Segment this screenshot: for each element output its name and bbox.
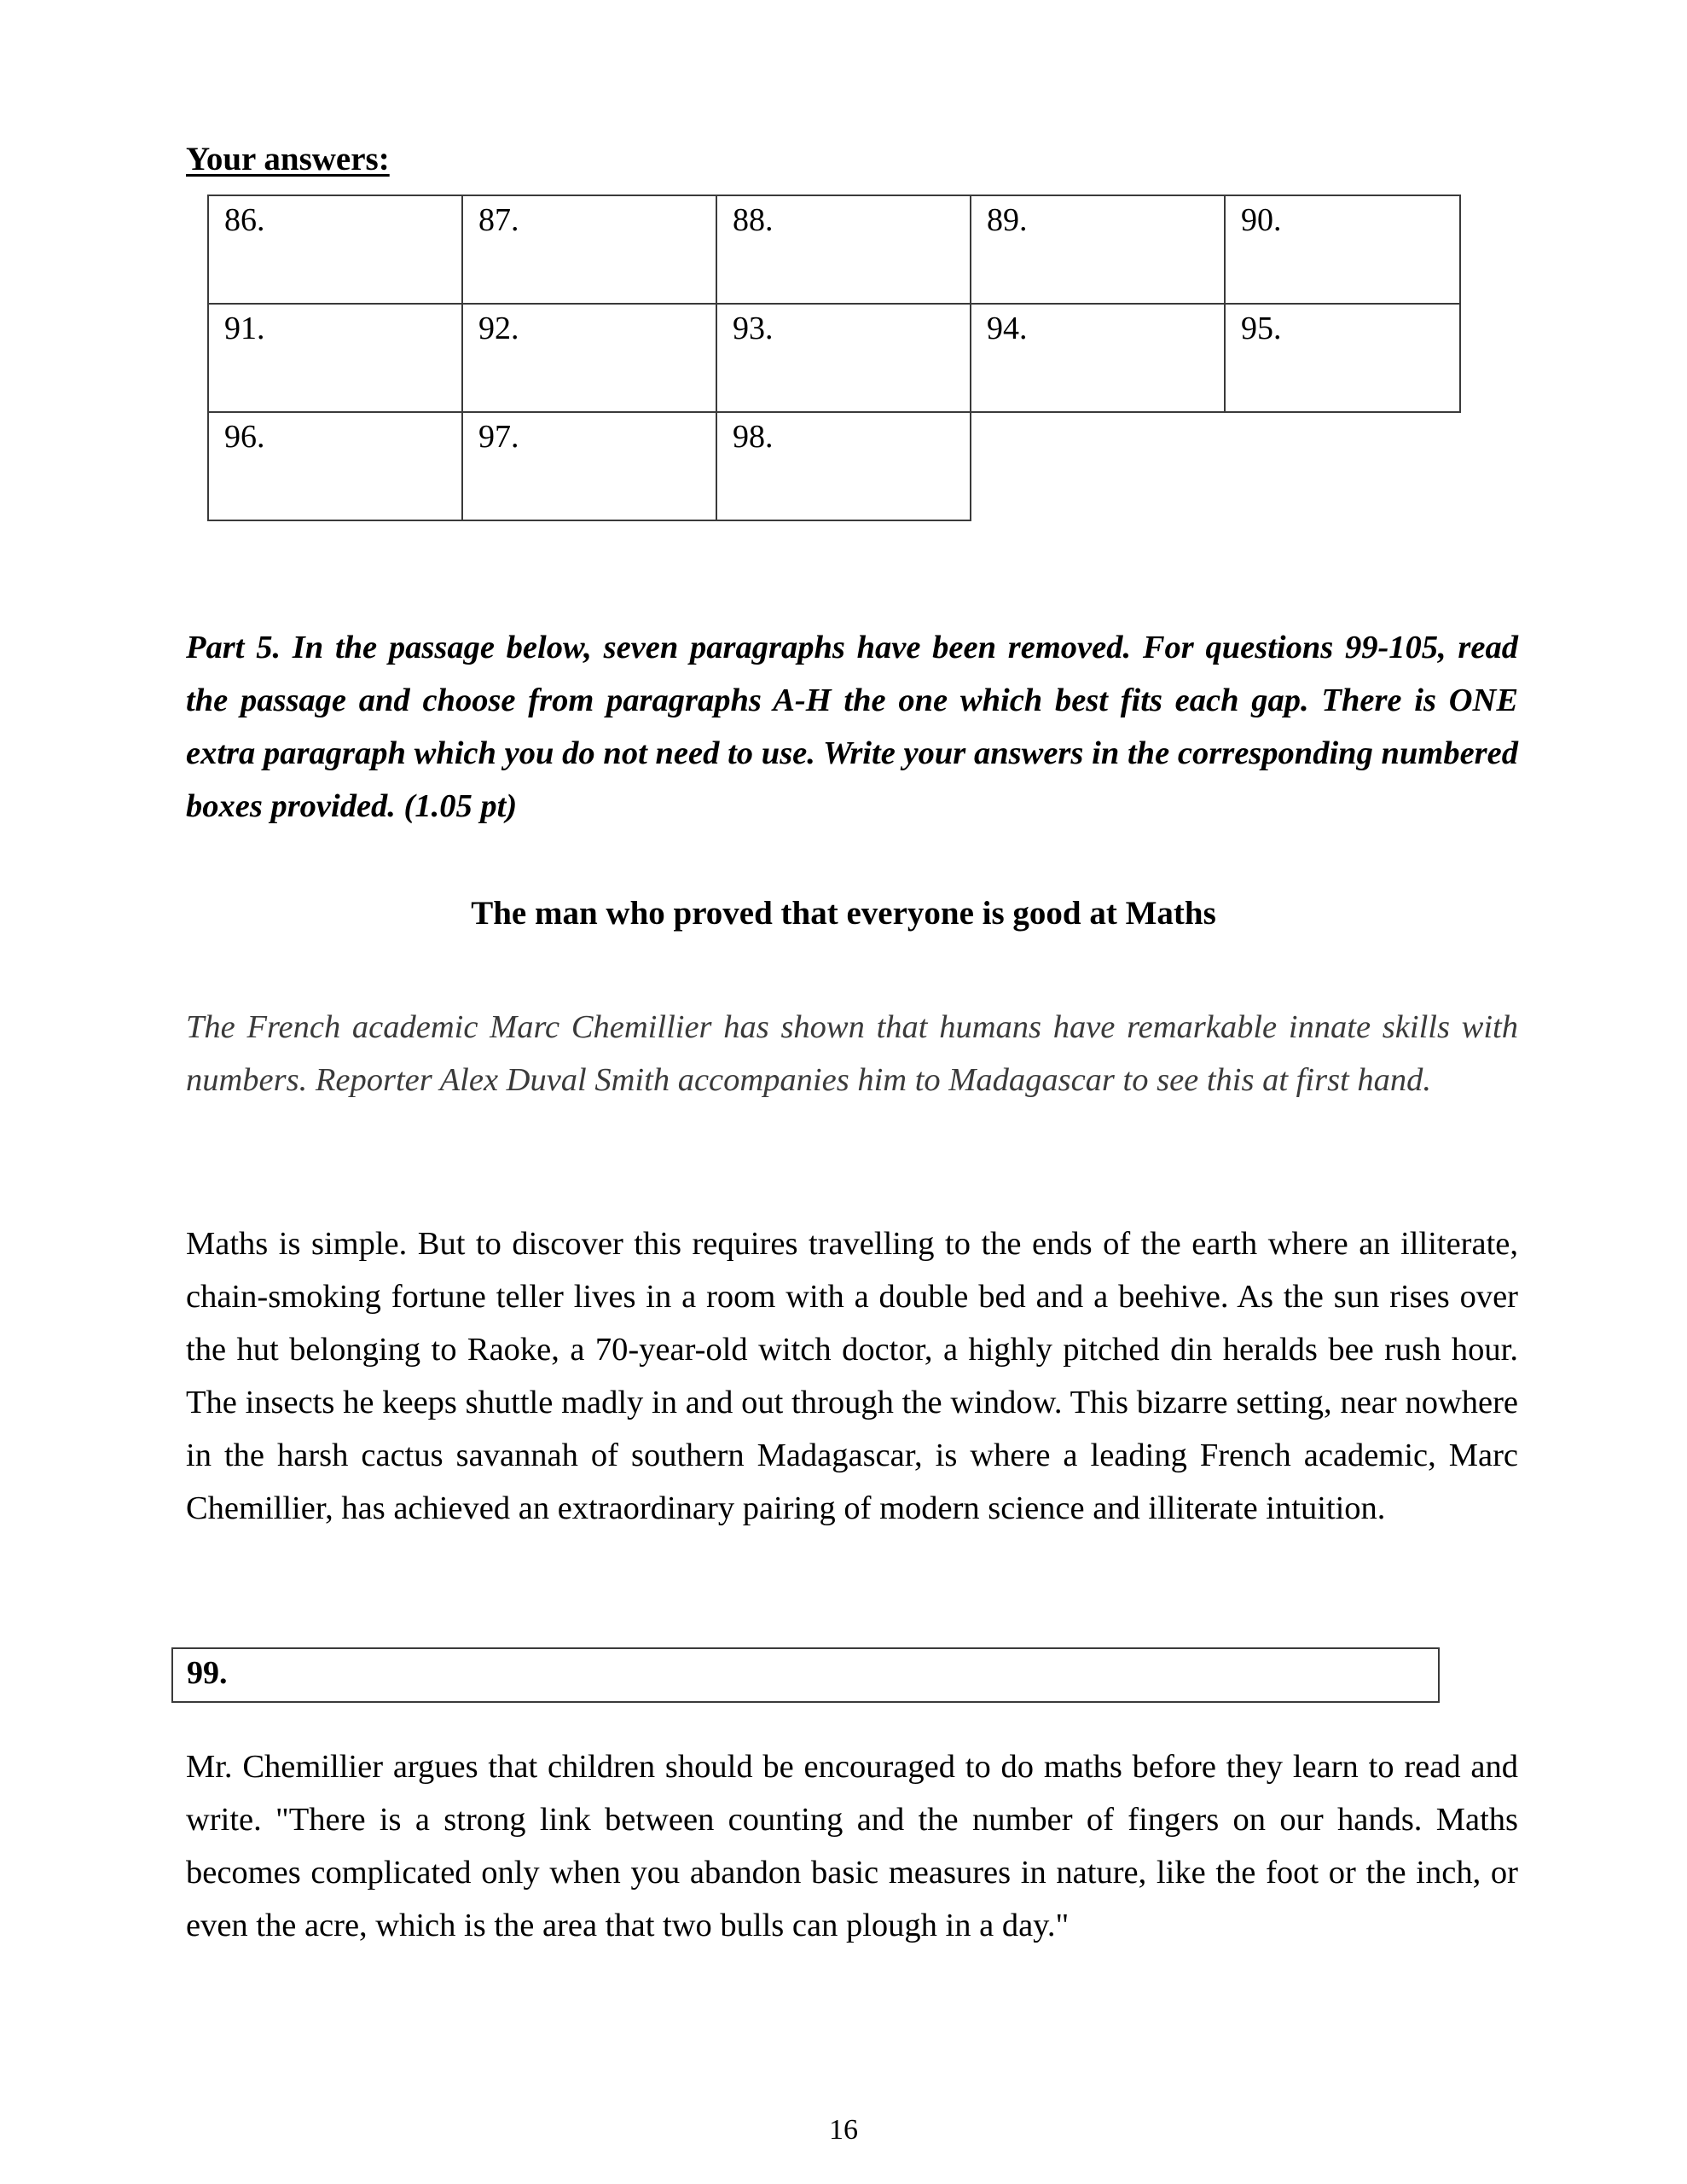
answer-number: 88. xyxy=(733,202,774,238)
answer-number: 91. xyxy=(224,311,265,346)
answer-number: 94. xyxy=(987,311,1028,346)
answer-number: 90. xyxy=(1241,202,1282,238)
answer-number: 92. xyxy=(478,311,519,346)
answer-box-89[interactable] xyxy=(970,195,1226,305)
article-paragraph-2: Mr. Chemillier argues that children should be encouraged to do maths before they learn to read and write. "There is a strong link between counting and the number of fingers on our hands. Maths becomes complicated only when you abandon basic measures in nature, like the foot or the inch, or even the acre, which is the area that two bulls can plough in a day." xyxy=(186,1749,1518,1943)
answer-box-86[interactable] xyxy=(207,195,463,305)
answer-number: 87. xyxy=(478,202,519,238)
answer-box-90[interactable] xyxy=(1224,195,1461,305)
part-5-instructions: Part 5. In the passage below, seven paragraphs have been removed. For questions 99-105, read the passage and choose from paragraphs A-H the one which best fits each gap. There is ONE extra paragraph which you do not need to use. Write your answers in the corresponding numbered boxes provided. (1.05 pt) xyxy=(186,630,1518,824)
answer-number: 98. xyxy=(733,419,774,455)
page-number: 16 xyxy=(829,2114,858,2146)
article-title: The man who proved that everyone is good at Maths xyxy=(471,895,1216,932)
answer-box-96[interactable] xyxy=(207,411,463,521)
answer-number: 97. xyxy=(478,419,519,455)
article-paragraph-1: Maths is simple. But to discover this requires travelling to the ends of the earth where an illiterate, chain-smoking fortune teller lives in a room with a double bed and a beehive. As the sun rises over the hut belonging to Raoke, a 70-year-old witch doctor, a highly pitched din heralds bee rush hour. The insects he keeps shuttle madly in and out through the window. This bizarre setting, near nowhere in the harsh cactus savannah of southern Madagascar, is where a leading French academic, Marc Chemillier, has achieved an extraordinary pairing of modern science and illiterate intuition. xyxy=(186,1226,1518,1526)
answer-box-92[interactable] xyxy=(461,303,717,413)
answer-box-94[interactable] xyxy=(970,303,1226,413)
answer-box-98[interactable] xyxy=(716,411,971,521)
answer-number: 96. xyxy=(224,419,265,455)
answer-number: 86. xyxy=(224,202,265,238)
answer-number: 95. xyxy=(1241,311,1282,346)
article-intro: The French academic Marc Chemillier has shown that humans have remarkable innate skills with numbers. Reporter Alex Duval Smith accompanies him to Madagascar to see this at first hand. xyxy=(186,1009,1518,1098)
answer-number: 89. xyxy=(987,202,1028,238)
your-answers-heading: Your answers: xyxy=(186,141,390,177)
gap-99-label: 99. xyxy=(187,1655,228,1691)
gap-99-box[interactable] xyxy=(171,1647,1440,1703)
answer-box-97[interactable] xyxy=(461,411,717,521)
answer-box-88[interactable] xyxy=(716,195,971,305)
answer-box-91[interactable] xyxy=(207,303,463,413)
answer-box-93[interactable] xyxy=(716,303,971,413)
answer-box-87[interactable] xyxy=(461,195,717,305)
answer-number: 93. xyxy=(733,311,774,346)
answer-box-95[interactable] xyxy=(1224,303,1461,413)
